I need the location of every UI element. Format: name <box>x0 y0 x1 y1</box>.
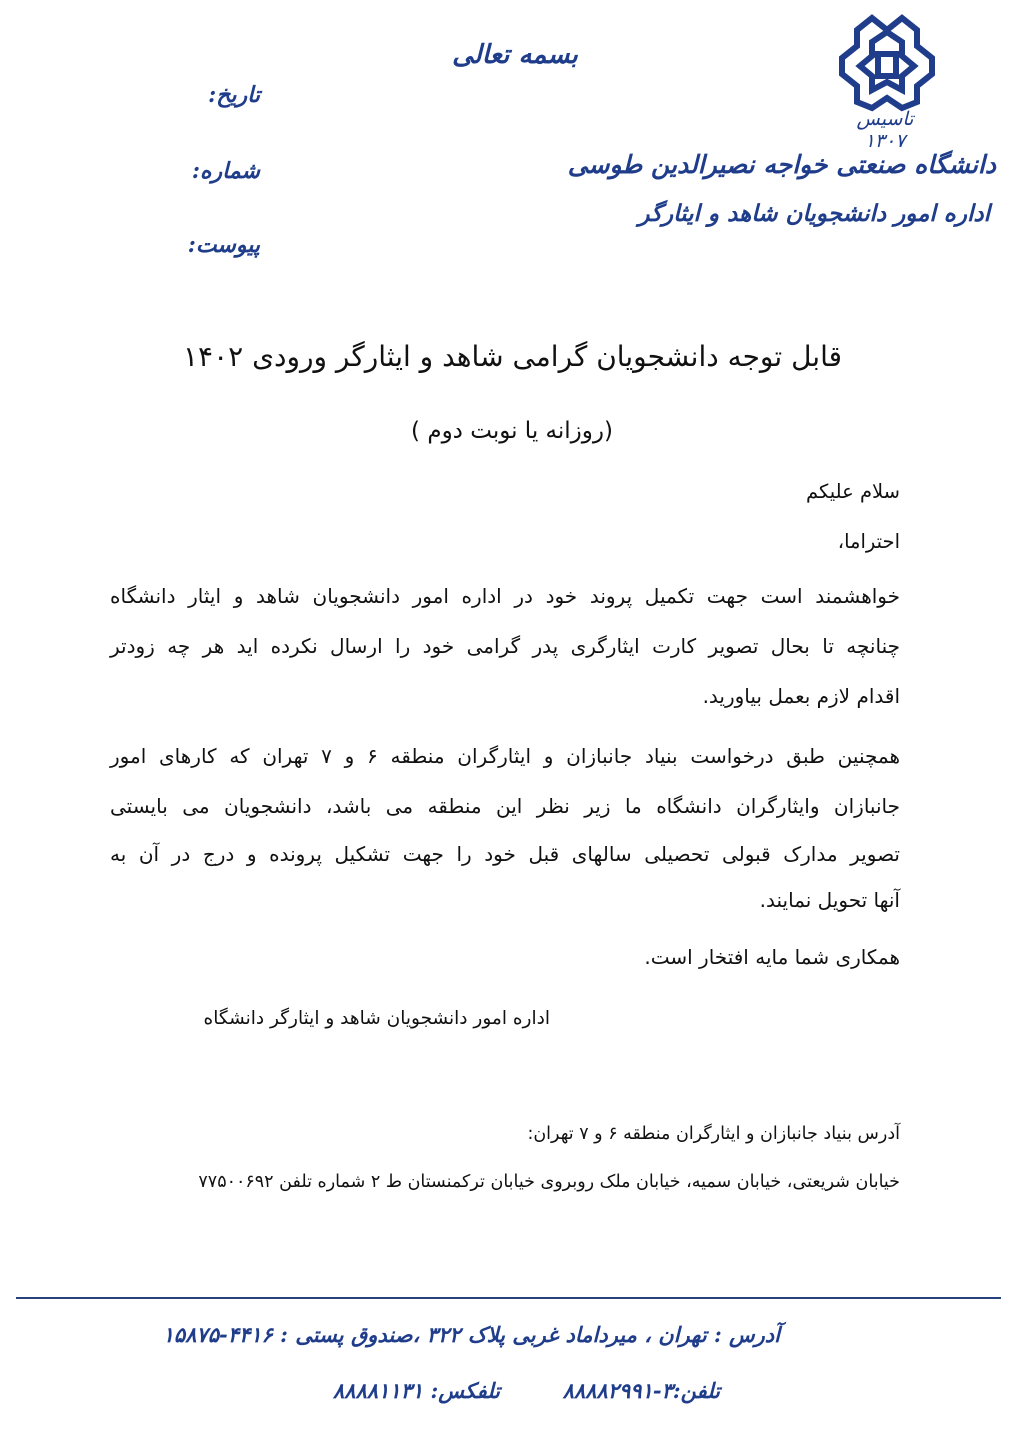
respect-line: احتراما، <box>837 530 900 553</box>
founded-year: تاسیس ۱۳۰۷ <box>856 108 914 152</box>
attachment-label: پیوست: <box>187 232 260 258</box>
date-label: تاریخ: <box>208 82 260 108</box>
closing-line: همکاری شما مایه افتخار است. <box>644 945 900 969</box>
paragraph1-line: خواهشمند است جهت تکمیل پروند خود در اداره امور دانشجویان شاهد و ایثار دانشگاه <box>110 584 900 608</box>
department-name: اداره امور دانشجویان شاهد و ایثارگر <box>638 200 990 227</box>
letter-subtitle: (روزانه یا نوبت دوم ) <box>411 418 613 444</box>
number-label: شماره: <box>191 158 260 184</box>
paragraph2-line: جانبازان وایثارگران دانشگاه ما زیر نظر این منطقه می باشد، دانشجویان می بایستی <box>110 794 900 818</box>
footer-phone: تلفن:۳-۸۸۸۸۲۹۹۱ <box>562 1378 720 1403</box>
paragraph2-line: تصویر مدارک قبولی تحصیلی سالهای قبل خود را جهت تشکیل پرونده و درج در آن به <box>110 842 900 866</box>
greeting: سلام علیکم <box>806 480 900 503</box>
footer-address: آدرس : تهران ، میرداماد غربی پلاک ۳۲۲ ،صندوق پستی : ۴۴۱۶-۱۵۸۷۵ <box>162 1322 780 1347</box>
signature: اداره امور دانشجویان شاهد و ایثارگر دانشگاه <box>203 1008 550 1029</box>
paragraph1-line: اقدام لازم بعمل بیاورید. <box>702 684 900 708</box>
university-logo <box>832 12 942 112</box>
university-name: دانشگاه صنعتی خواجه نصیرالدین طوسی <box>567 150 996 179</box>
footer-fax: تلفکس: ۸۸۸۸۱۱۳۱ <box>332 1378 500 1403</box>
foundation-address-label: آدرس بنیاد جانبازان و ایثارگران منطقه ۶ و ۷ تهران: <box>527 1124 900 1144</box>
paragraph2-line: همچنین طبق درخواست بنیاد جانبازان و ایثارگران منطقه ۶ و ۷ تهران که کارهای امور <box>110 744 900 768</box>
footer-divider <box>16 1297 1001 1299</box>
paragraph2-line: آنها تحویل نمایند. <box>759 888 900 912</box>
invocation: بسمه تعالی <box>452 40 578 70</box>
letter-title: قابل توجه دانشجویان گرامی شاهد و ایثارگر ورودی ۱۴۰۲ <box>183 340 842 373</box>
paragraph1-line: چنانچه تا بحال تصویر کارت ایثارگری پدر گرامی خود را ارسال نکرده اید هر چه زودتر <box>110 634 900 658</box>
foundation-address: خیابان شریعتی، خیابان سمیه، خیابان ملک روبروی خیابان ترکمنستان ط ۲ شماره تلفن ۷۷۵۰۰۶۹۲ <box>198 1172 900 1192</box>
